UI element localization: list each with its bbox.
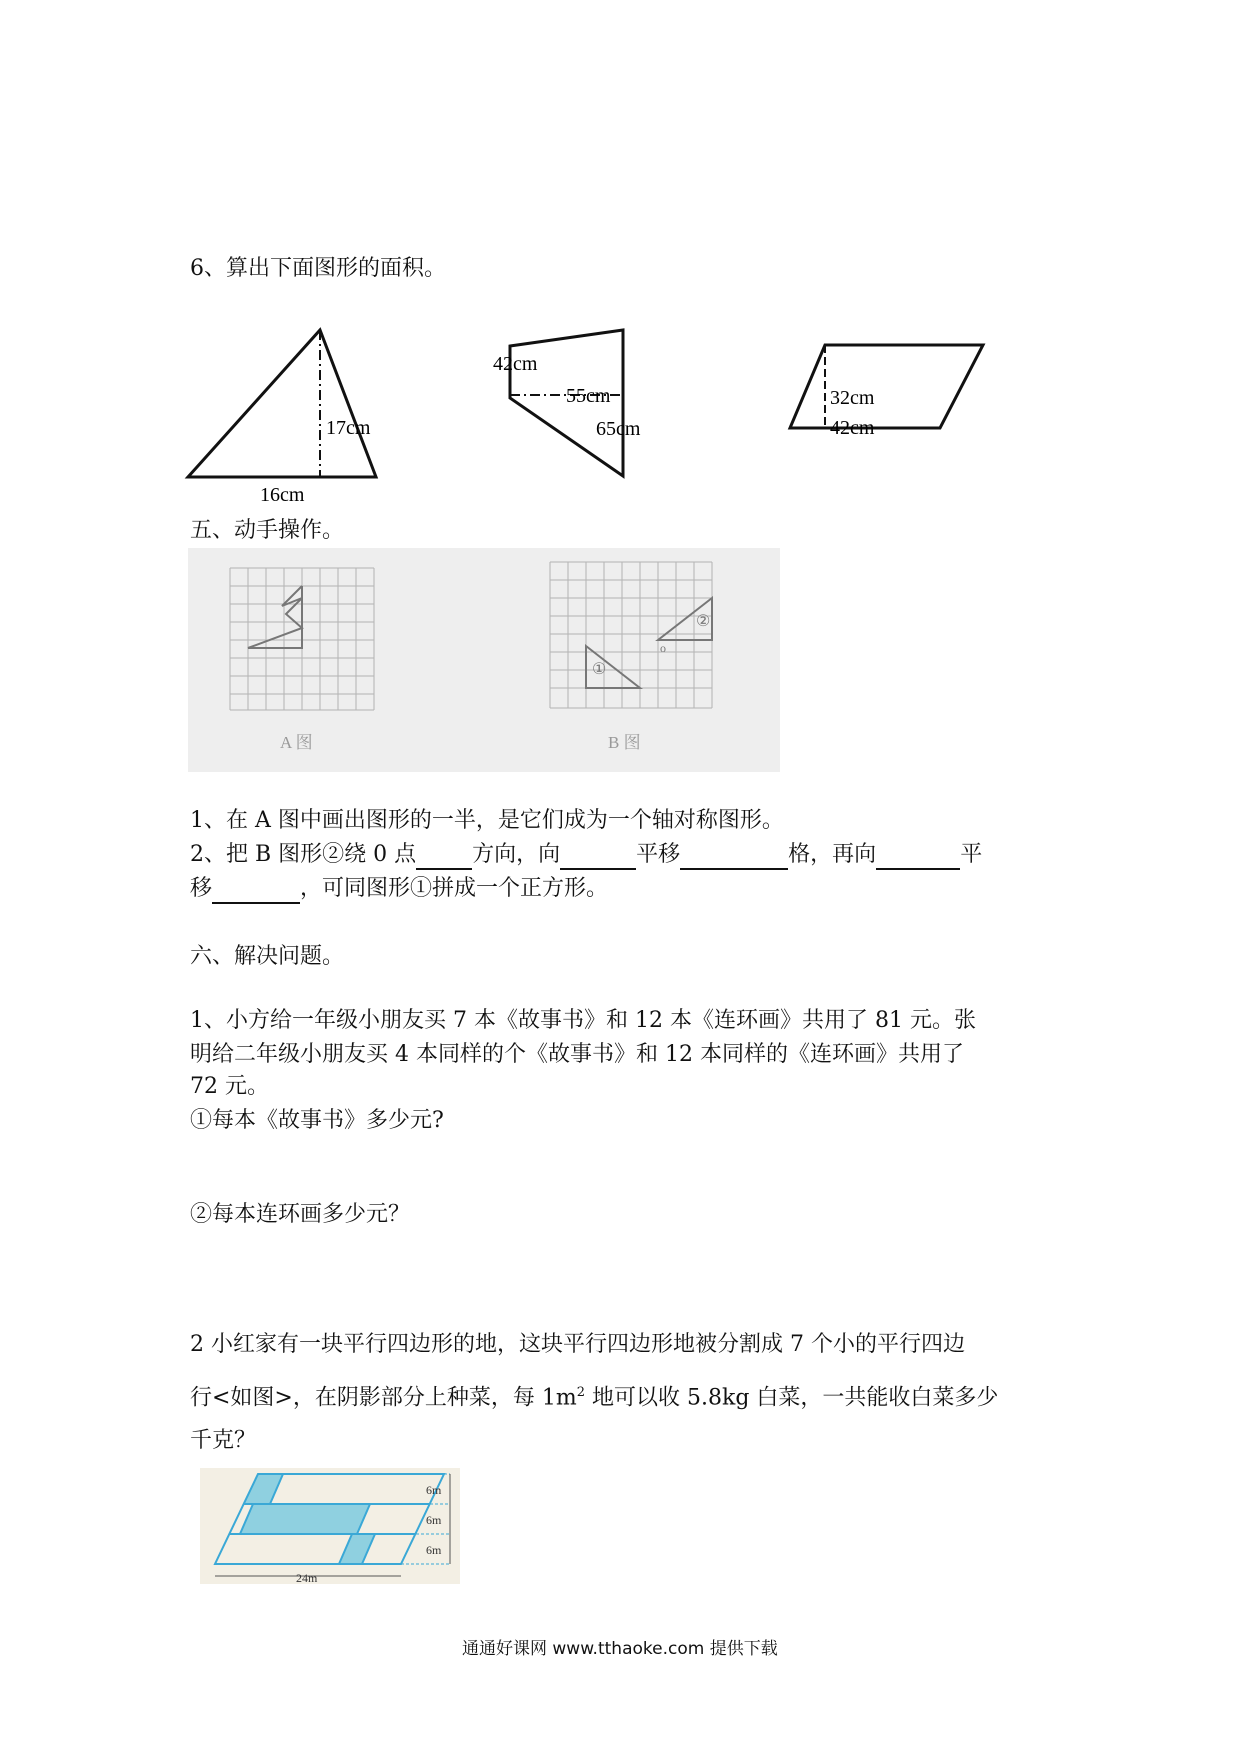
section-5-question-1: 1、在 A 图中画出图形的一半，是它们成为一个轴对称图形。	[190, 808, 784, 833]
problem-2-line-2b: 地可以收 5.8kg 白菜，一共能收白菜多少	[585, 1385, 999, 1411]
dimension-6m-top: 6m	[426, 1483, 442, 1497]
parallelogram-height-label: 32cm	[830, 387, 875, 409]
q2-text-3: 平移	[636, 842, 681, 867]
problem-1-question-1: ①每本《故事书》多少元?	[190, 1108, 444, 1133]
problem-2-line-2a: 行<如图>，在阴影部分上种菜，每 1m	[190, 1385, 577, 1411]
parallelogram-figure	[780, 330, 1000, 450]
section-5-question-2-line-2	[190, 874, 608, 904]
problem-1-line-1: 1、小方给一年级小朋友买 7 本《故事书》和 12 本《连环画》共用了 81 元。张	[190, 1008, 976, 1033]
section-5-title: 五、动手操作。	[190, 518, 345, 543]
plot-figure	[200, 1468, 460, 1584]
figure-b-label: B 图	[608, 733, 641, 752]
problem-1-line-2: 明给二年级小朋友买 4 本同样的个《故事书》和 12 本同样的《连环画》共用了	[190, 1042, 964, 1067]
problem-1-line-3: 72 元。	[190, 1074, 269, 1099]
q2-text-4: 格，再向	[788, 842, 877, 867]
triangle-figure	[180, 320, 400, 505]
q2-blank-grid-count[interactable]	[680, 846, 788, 870]
question-6-title: 6、算出下面图形的面积。	[190, 256, 446, 281]
trapezoid-height-label: 55cm	[566, 385, 611, 407]
q2-text-1: 2、把 B 图形②绕 0 点	[190, 842, 417, 867]
triangle-height-label: 17cm	[326, 417, 371, 439]
q2-blank-direction[interactable]	[416, 846, 472, 870]
figure-b-point-o: o	[660, 641, 666, 655]
trapezoid-bottom-label: 65cm	[596, 418, 641, 440]
problem-2-line-1: 2 小红家有一块平行四边形的地，这块平行四边形地被分割成 7 个小的平行四边	[190, 1332, 965, 1357]
section-5-question-2-line-1	[190, 840, 982, 870]
parallelogram-base-label: 42cm	[830, 417, 875, 439]
q2-text-7: ，可同图形①拼成一个正方形。	[300, 876, 609, 901]
figure-b-marker-2: ②	[696, 613, 711, 630]
problem-2-superscript: 2	[576, 1385, 586, 1400]
problem-2-line-3: 千克？	[190, 1428, 257, 1453]
q2-blank-move-direction[interactable]	[560, 846, 636, 870]
grid-figures-photo	[188, 548, 780, 772]
q2-text-6: 移	[190, 876, 213, 901]
dimension-24m: 24m	[296, 1571, 318, 1584]
shaded-region-2	[240, 1504, 370, 1534]
figure-a-label: A 图	[280, 733, 313, 752]
q2-text-5: 平	[960, 842, 983, 867]
figure-b-marker-1: ①	[592, 661, 607, 678]
dimension-6m-bottom: 6m	[426, 1543, 442, 1557]
triangle-base-label: 16cm	[260, 484, 305, 505]
dimension-6m-middle: 6m	[426, 1513, 442, 1527]
footer-text: 通通好课网 www.tthaoke.com 提供下载	[462, 1639, 778, 1659]
q2-text-2: 方向，向	[472, 842, 561, 867]
problem-1-question-2: ②每本连环画多少元？	[190, 1202, 411, 1227]
section-6-title: 六、解决问题。	[190, 944, 345, 969]
trapezoid-figure	[488, 320, 658, 480]
trapezoid-top-label: 42cm	[493, 353, 538, 375]
problem-2-line-2	[190, 1378, 998, 1413]
q2-blank-second-direction[interactable]	[876, 846, 960, 870]
q2-blank-second-amount[interactable]	[212, 880, 300, 904]
